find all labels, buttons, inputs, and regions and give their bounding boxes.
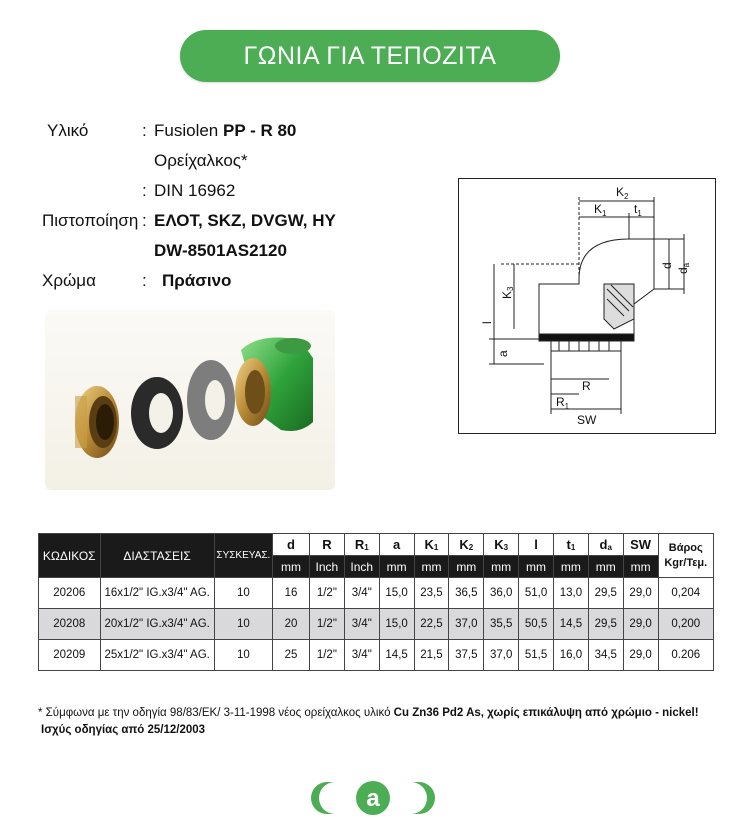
logo-right-swirl [411,782,435,814]
cell-r1: 3/4" [344,609,379,640]
footnote-line-1: * Σύμφωνα με την οδηγία 98/83/ΕΚ/ 3-11-1998 νέος ορείχαλκος υλικό Cu Zn36 Pd2 As, χωρίς επικάλυψη από χρώμιο - nickel! [38,707,699,719]
cell-r1: 3/4" [344,578,379,609]
cell-weight: 0,204 [658,578,713,609]
cell-k2: 37,5 [449,640,484,671]
technical-drawing [458,178,716,434]
cell-d: 20 [273,609,310,640]
cell-r: 1/2" [309,609,344,640]
cell-a: 14,5 [379,640,414,671]
label-k3: K3 [500,286,515,299]
cell-weight: 0,200 [658,609,713,640]
col-unit: Inch [309,556,344,578]
cell-t1: 14,5 [553,609,588,640]
table-header-row [39,534,714,556]
cell-sw: 29,0 [623,609,658,640]
col-symbol: $K_3$ [484,534,519,556]
label-k2: $K_2$ [616,185,629,201]
cell-pack: 10 [214,640,272,671]
cell-r: 1/2" [309,578,344,609]
label-d: d [660,262,674,269]
cell-a: 15,0 [379,578,414,609]
label-da: da [676,262,691,274]
cell-k3: 35,5 [484,609,519,640]
cell-pack: 10 [214,609,272,640]
cell-k2: 36,5 [449,578,484,609]
footnote-line-2: Ισχύς οδηγίας από 25/12/2003 [41,724,206,736]
color-label: Χρώμα [42,271,96,290]
col-unit: mm [379,556,414,578]
cell-d: 25 [273,640,310,671]
material-value-brass: Ορείχαλκος* [154,151,248,170]
spec-block [42,116,377,306]
footnote [38,705,728,739]
cell-sw: 29,0 [623,640,658,671]
col-symbol: l [519,534,554,556]
label-t1: $t_1$ [634,202,642,218]
cell-dims: 25x1/2" IG.x3/4" AG. [100,640,214,671]
col-symbol: d [273,534,310,556]
certification-value-2: DW-8501AS2120 [154,241,287,260]
cell-da: 34,5 [588,640,623,671]
cell-r1: 3/4" [344,640,379,671]
col-unit: mm [553,556,588,578]
label-a: a [496,350,510,357]
col-dimensions: ΔΙΑΣΤΑΣΕΙΣ [100,534,214,578]
cell-r: 1/2" [309,640,344,671]
specs-table [38,533,714,671]
cell-l: 50,5 [519,609,554,640]
col-weight: Βάρος Kgr/Τεμ. [658,534,713,578]
cell-da: 29,5 [588,578,623,609]
cell-k3: 37,0 [484,640,519,671]
col-symbol: SW [623,534,658,556]
page-title: ΓΩΝΙΑ ΓΙΑ ΤΕΠΟΖΙΤΑ [180,30,560,82]
color-value: Πράσινο [162,271,232,290]
col-unit: Inch [344,556,379,578]
rubber-gasket [131,377,183,449]
certification-separator: : [142,211,147,230]
label-r1: $R_1$ [556,395,570,411]
cell-da: 29,5 [588,609,623,640]
material-label: Υλικό [47,121,89,140]
product-photo-illustration [45,310,335,490]
logo-letter: a [366,785,380,812]
table-row [39,640,714,671]
cell-weight: 0.206 [658,640,713,671]
cell-t1: 16,0 [553,640,588,671]
brass-nut [75,386,119,458]
material-value: Fusiolen PP - R 80 [154,121,297,140]
cell-code: 20206 [39,578,101,609]
label-sw: SW [577,413,597,427]
col-symbol: R [309,534,344,556]
cell-k1: 22,5 [414,609,449,640]
cell-k3: 36,0 [484,578,519,609]
cell-d: 16 [273,578,310,609]
cell-dims: 16x1/2" IG.x3/4" AG. [100,578,214,609]
label-k1: $K_1$ [594,202,607,218]
col-packaging: ΣΥΣΚΕΥΑΣ. [214,534,272,578]
col-symbol: $K_2$ [449,534,484,556]
logo-left-swirl [311,782,335,814]
col-symbol: $K_1$ [414,534,449,556]
cell-l: 51,5 [519,640,554,671]
col-unit: mm [519,556,554,578]
label-l: l [480,321,494,324]
cell-k1: 21,5 [414,640,449,671]
col-unit: mm [623,556,658,578]
cell-pack: 10 [214,578,272,609]
table-row [39,609,714,640]
certification-label: Πιστοποίηση [42,211,139,230]
col-code: ΚΩΔΙΚΟΣ [39,534,101,578]
cell-sw: 29,0 [623,578,658,609]
col-symbol: a [379,534,414,556]
col-symbol: $t_1$ [553,534,588,556]
certification-value: ΕΛΟΤ, SKZ, DVGW, HY [154,211,336,230]
col-unit: mm [414,556,449,578]
standard-value: DIN 16962 [154,181,236,200]
brand-logo [309,778,437,818]
cell-t1: 13,0 [553,578,588,609]
label-r: R [582,379,591,393]
color-separator: : [142,271,147,290]
cell-code: 20208 [39,609,101,640]
cell-l: 51,0 [519,578,554,609]
col-unit: mm [273,556,310,578]
green-elbow-fitting [235,338,313,431]
col-symbol: $d_a$ [588,534,623,556]
col-unit: mm [588,556,623,578]
standard-separator: : [142,181,147,200]
product-photo [45,310,335,490]
cell-k1: 23,5 [414,578,449,609]
col-unit: mm [449,556,484,578]
cell-k2: 37,0 [449,609,484,640]
col-symbol: $R_1$ [344,534,379,556]
cell-code: 20209 [39,640,101,671]
fiber-washer [187,360,235,440]
cell-dims: 20x1/2" IG.x3/4" AG. [100,609,214,640]
cell-a: 15,0 [379,609,414,640]
col-unit: mm [484,556,519,578]
table-row [39,578,714,609]
elbow-cross-section-diagram [459,179,714,432]
material-separator: : [142,121,147,140]
